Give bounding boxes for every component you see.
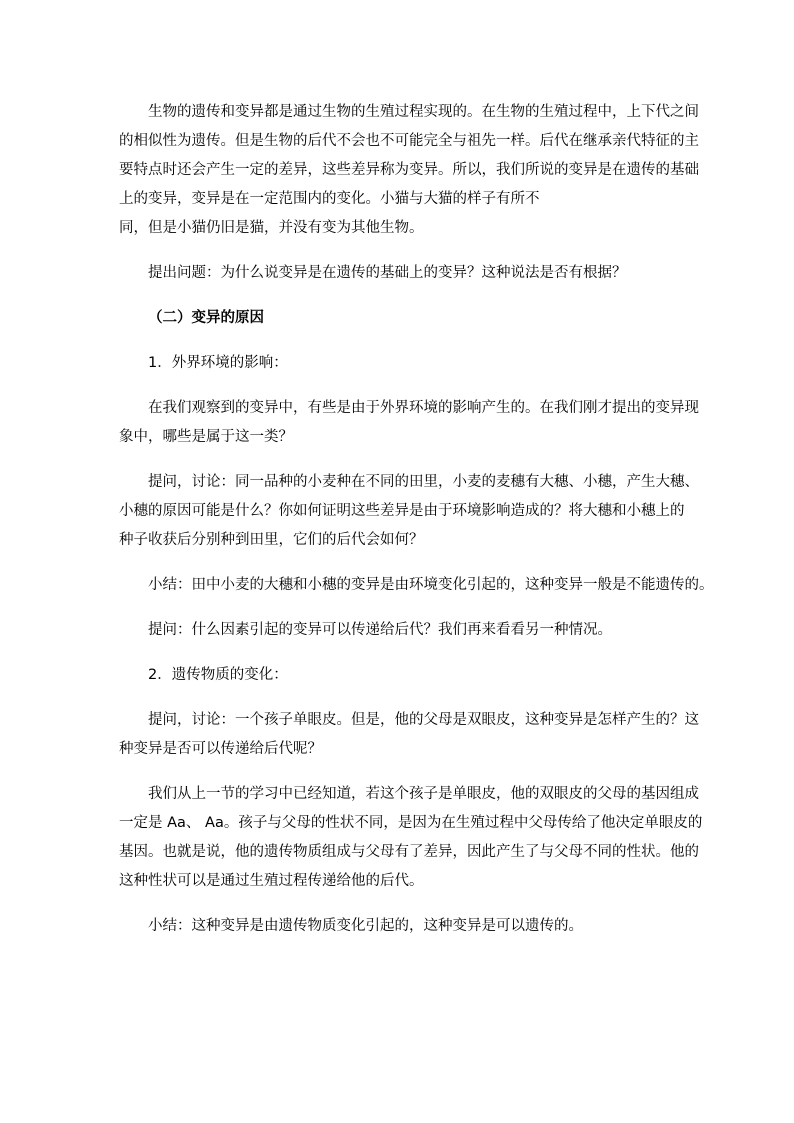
- text-line: 小穗的原因可能是什么？你如何证明这些差异是由于环境影响造成的？将大穗和小穗上的: [119, 503, 685, 519]
- text-line: 种变异是否可以传递给后代呢？: [119, 741, 322, 757]
- text-line: 要特点时还会产生一定的差异，这些差异称为变异。所以，我们所说的变异是在遗传的基础: [119, 162, 699, 178]
- paragraph-p8: [119, 616, 679, 645]
- text-line: （二）变异的原因: [148, 310, 264, 326]
- document-body: [119, 98, 714, 957]
- text-line: 的相似性为遗传。但是生物的后代不会也不可能完全与祖先一样。后代在继承亲代特征的主: [119, 133, 699, 149]
- paragraph-p3: [119, 304, 679, 333]
- text-line: 这种性状可以是通过生殖过程传递给他的后代。: [119, 873, 424, 889]
- text-line: 生物的遗传和变异都是通过生物的生殖过程实现的。在生物的生殖过程中，上下代之间: [148, 104, 699, 120]
- text-line: 提问，讨论：同一品种的小麦种在不同的田里，小麦的麦穗有大穗、小穗，产生大穗、: [148, 474, 699, 490]
- text-line: 1．外界环境的影响：: [148, 355, 288, 371]
- text-line: 一定是 Aa、 Aa。孩子与父母的性状不同，是因为在生殖过程中父母传给了他决定单眼皮的: [119, 815, 703, 831]
- paragraph-p2: [119, 259, 679, 288]
- text-line: 小结：这种变异是由遗传物质变化引起的，这种变异是可以遗传的。: [148, 918, 583, 934]
- text-line: 上的变异，变异是在一定范围内的变化。小猫与大猫的样子有所不: [119, 191, 540, 207]
- paragraph-p9: [119, 661, 679, 690]
- text-line: 我们从上一节的学习中已经知道，若这个孩子是单眼皮，他的双眼皮的父母的基因组成: [148, 786, 699, 802]
- text-line: 提问：什么因素引起的变异可以传递给后代？我们再来看看另一种情况。: [148, 622, 612, 638]
- text-line: 同，但是小猫仍旧是猫，并没有变为其他生物。: [119, 220, 424, 236]
- paragraph-p5: [119, 394, 699, 452]
- paragraph-p12: [119, 912, 679, 941]
- paragraph-p1: [119, 98, 699, 243]
- text-line: 提出问题：为什么说变异是在遗传的基础上的变异？这种说法是否有根据？: [148, 265, 627, 281]
- paragraph-p7: [119, 571, 714, 600]
- paragraph-p4: [119, 349, 679, 378]
- text-line: 象中，哪些是属于这一类？: [119, 429, 293, 445]
- paragraph-p6: [119, 468, 699, 555]
- text-line: 小结：田中小麦的大穗和小穗的变异是由环境变化引起的，这种变异一般是不能遗传的。: [148, 577, 714, 593]
- text-line: 在我们观察到的变异中，有些是由于外界环境的影响产生的。在我们刚才提出的变异现: [148, 400, 699, 416]
- text-line: 种子收获后分别种到田里，它们的后代会如何？: [119, 532, 424, 548]
- paragraph-p10: [119, 706, 699, 764]
- text-line: 基因。也就是说，他的遗传物质组成与父母有了差异，因此产生了与父母不同的性状。他的: [119, 844, 699, 860]
- paragraph-p11: [119, 780, 703, 896]
- text-line: 提问，讨论：一个孩子单眼皮。但是，他的父母是双眼皮，这种变异是怎样产生的？这: [148, 712, 699, 728]
- text-line: 2．遗传物质的变化：: [148, 667, 288, 683]
